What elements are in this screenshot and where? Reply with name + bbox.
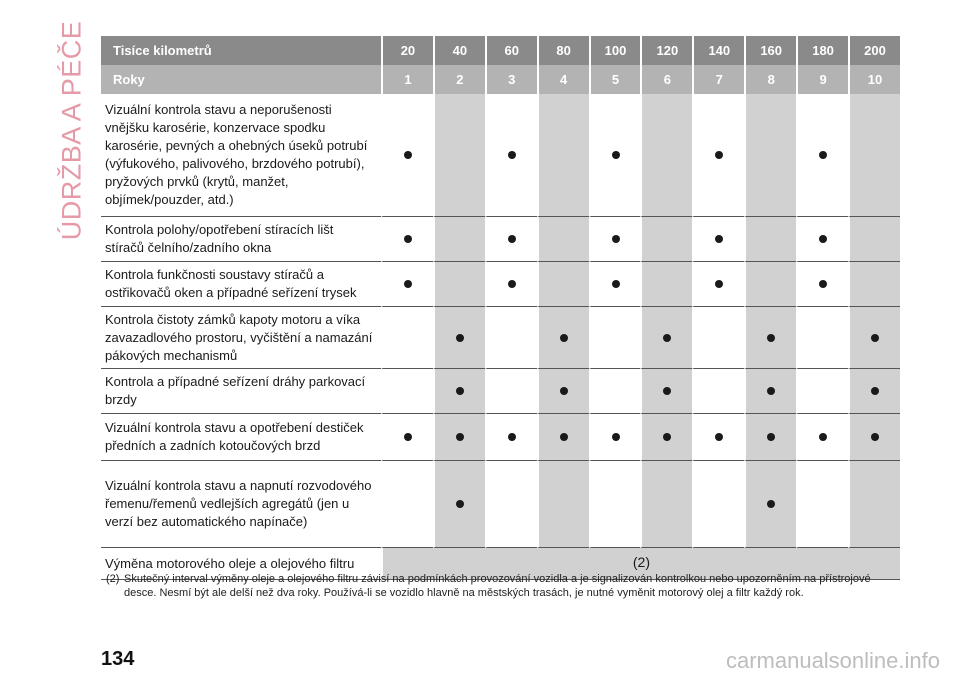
schedule-cell [537,94,589,217]
service-dot-icon [819,280,827,288]
schedule-cell [589,461,641,548]
service-dot-icon [560,334,568,342]
schedule-cell [537,414,589,461]
service-dot-icon [404,280,412,288]
schedule-cell [744,369,796,414]
service-dot-icon [404,151,412,159]
section-title-text: ÚDRŽBA A PÉČE [56,20,87,240]
schedule-cell [381,262,433,307]
schedule-cell [744,262,796,307]
schedule-cell [692,262,744,307]
schedule-cell [433,262,485,307]
service-dot-icon [819,235,827,243]
schedule-cell [381,414,433,461]
schedule-cell [589,369,641,414]
schedule-cell [848,414,900,461]
service-dot-icon [871,334,879,342]
schedule-cell [796,461,848,548]
row-label: Kontrola funkčnosti soustavy stíračů a ostřikovačů oken a případné seřízení trysek [101,262,381,307]
schedule-cell [589,307,641,369]
schedule-cell [381,307,433,369]
schedule-cell [537,369,589,414]
schedule-cell [589,262,641,307]
service-dot-icon [456,433,464,441]
service-dot-icon [767,433,775,441]
schedule-cell [640,414,692,461]
km-header-label: Tisíce kilometrů [101,36,381,65]
schedule-cell [744,217,796,262]
years-header-cell: 3 [485,65,537,94]
years-header-cell: 2 [433,65,485,94]
schedule-cell [433,461,485,548]
km-header-cell: 60 [485,36,537,65]
schedule-cell [537,461,589,548]
service-dot-icon [404,433,412,441]
schedule-cell [640,262,692,307]
service-dot-icon [715,280,723,288]
km-header-cell: 20 [381,36,433,65]
years-header-cell: 10 [848,65,900,94]
row-label: Vizuální kontrola stavu a napnutí rozvodového řemenu/řemenů vedlejších agregátů (jen u verzí bez automatického napínače) [101,461,381,548]
schedule-cell [381,217,433,262]
schedule-cell [433,369,485,414]
service-dot-icon [404,235,412,243]
oil-change-note: (2) [381,548,900,580]
schedule-cell [848,217,900,262]
schedule-cell [640,217,692,262]
schedule-cell [848,461,900,548]
watermark-text: carmanualsonline.info [725,648,940,673]
schedule-cell [485,262,537,307]
service-dot-icon [767,334,775,342]
schedule-cell [692,414,744,461]
row-label: Kontrola a případné seřízení dráhy parkovací brzdy [101,369,381,414]
schedule-cell [796,262,848,307]
km-header-cell: 200 [848,36,900,65]
years-header-cell: 6 [640,65,692,94]
row-label: Kontrola polohy/opotřebení stíracích lišt stíračů čelního/zadního okna [101,217,381,262]
schedule-cell [796,217,848,262]
years-header-cell: 8 [744,65,796,94]
service-dot-icon [767,500,775,508]
km-header-cell: 140 [692,36,744,65]
schedule-cell [848,262,900,307]
footnote [106,572,896,600]
schedule-cell [796,94,848,217]
schedule-cell [589,217,641,262]
schedule-cell [692,217,744,262]
schedule-cell [485,94,537,217]
service-dot-icon [456,334,464,342]
schedule-cell [796,414,848,461]
schedule-cell [692,307,744,369]
service-dot-icon [612,280,620,288]
km-header-cell: 40 [433,36,485,65]
schedule-cell [692,94,744,217]
row-label: Vizuální kontrola stavu a neporušenosti vnějšku karosérie, konzervace spodku karosérie, pevných a ohebných úseků potrubí (výfukového, palivového, brzdového potrubí), pryžových prvků (krytů, manžet, objímek/pouzder, atd.) [101,94,381,217]
service-dot-icon [819,433,827,441]
service-dot-icon [456,500,464,508]
km-header-cell: 80 [537,36,589,65]
schedule-cell [433,217,485,262]
service-dot-icon [508,235,516,243]
schedule-cell [744,461,796,548]
schedule-cell [744,414,796,461]
maintenance-table [101,36,900,580]
schedule-cell [589,94,641,217]
years-header-cell: 4 [537,65,589,94]
service-dot-icon [767,387,775,395]
schedule-cell [744,94,796,217]
schedule-cell [848,307,900,369]
schedule-cell [381,94,433,217]
schedule-cell [640,94,692,217]
schedule-cell [640,461,692,548]
schedule-cell [433,414,485,461]
service-dot-icon [508,280,516,288]
schedule-cell [485,217,537,262]
service-dot-icon [715,235,723,243]
service-dot-icon [715,433,723,441]
schedule-cell [796,307,848,369]
page-number: 134 [101,648,135,670]
service-dot-icon [663,334,671,342]
years-header-cell: 7 [692,65,744,94]
service-dot-icon [612,433,620,441]
schedule-cell [537,307,589,369]
service-dot-icon [715,151,723,159]
footnote-text: Skutečný interval výměny oleje a olejového filtru závisí na podmínkách provozování vozidla a je signalizován kontrolkou nebo upozorněním na přístrojové desce. Nesmí být ale delší než dva roky. Používá-li se vozidlo hlavně na městských trasách, je nutné vyměnit motorový olej a filtr každý rok. [124,573,871,599]
years-header-cell: 5 [589,65,641,94]
schedule-cell [537,217,589,262]
schedule-cell [848,369,900,414]
schedule-cell [848,94,900,217]
oil-change-label: Výměna motorového oleje a olejového filtru [101,548,381,580]
service-dot-icon [508,433,516,441]
schedule-cell [744,307,796,369]
schedule-cell [433,94,485,217]
service-dot-icon [819,151,827,159]
schedule-cell [640,369,692,414]
km-header-cell: 120 [640,36,692,65]
service-dot-icon [508,151,516,159]
schedule-cell [485,307,537,369]
schedule-cell [381,369,433,414]
service-dot-icon [612,151,620,159]
row-label: Kontrola čistoty zámků kapoty motoru a víka zavazadlového prostoru, vyčištění a namazání pákových mechanismů [101,307,381,369]
schedule-cell [537,262,589,307]
schedule-cell [433,307,485,369]
service-dot-icon [560,433,568,441]
km-header-cell: 100 [589,36,641,65]
row-label: Vizuální kontrola stavu a opotřebení destiček předních a zadních kotoučových brzd [101,414,381,461]
service-dot-icon [456,387,464,395]
schedule-cell [796,369,848,414]
service-dot-icon [871,387,879,395]
service-dot-icon [612,235,620,243]
km-header-cell: 160 [744,36,796,65]
years-header-cell: 1 [381,65,433,94]
years-header-label: Roky [101,65,381,94]
service-dot-icon [871,433,879,441]
schedule-cell [381,461,433,548]
years-header-cell: 9 [796,65,848,94]
section-title-vertical [52,20,92,240]
service-dot-icon [663,387,671,395]
schedule-cell [485,414,537,461]
schedule-cell [485,461,537,548]
schedule-cell [589,414,641,461]
km-header-cell: 180 [796,36,848,65]
schedule-cell [485,369,537,414]
service-dot-icon [560,387,568,395]
footnote-number: (2) [106,573,120,585]
service-dot-icon [663,433,671,441]
schedule-cell [640,307,692,369]
schedule-cell [692,461,744,548]
schedule-cell [692,369,744,414]
